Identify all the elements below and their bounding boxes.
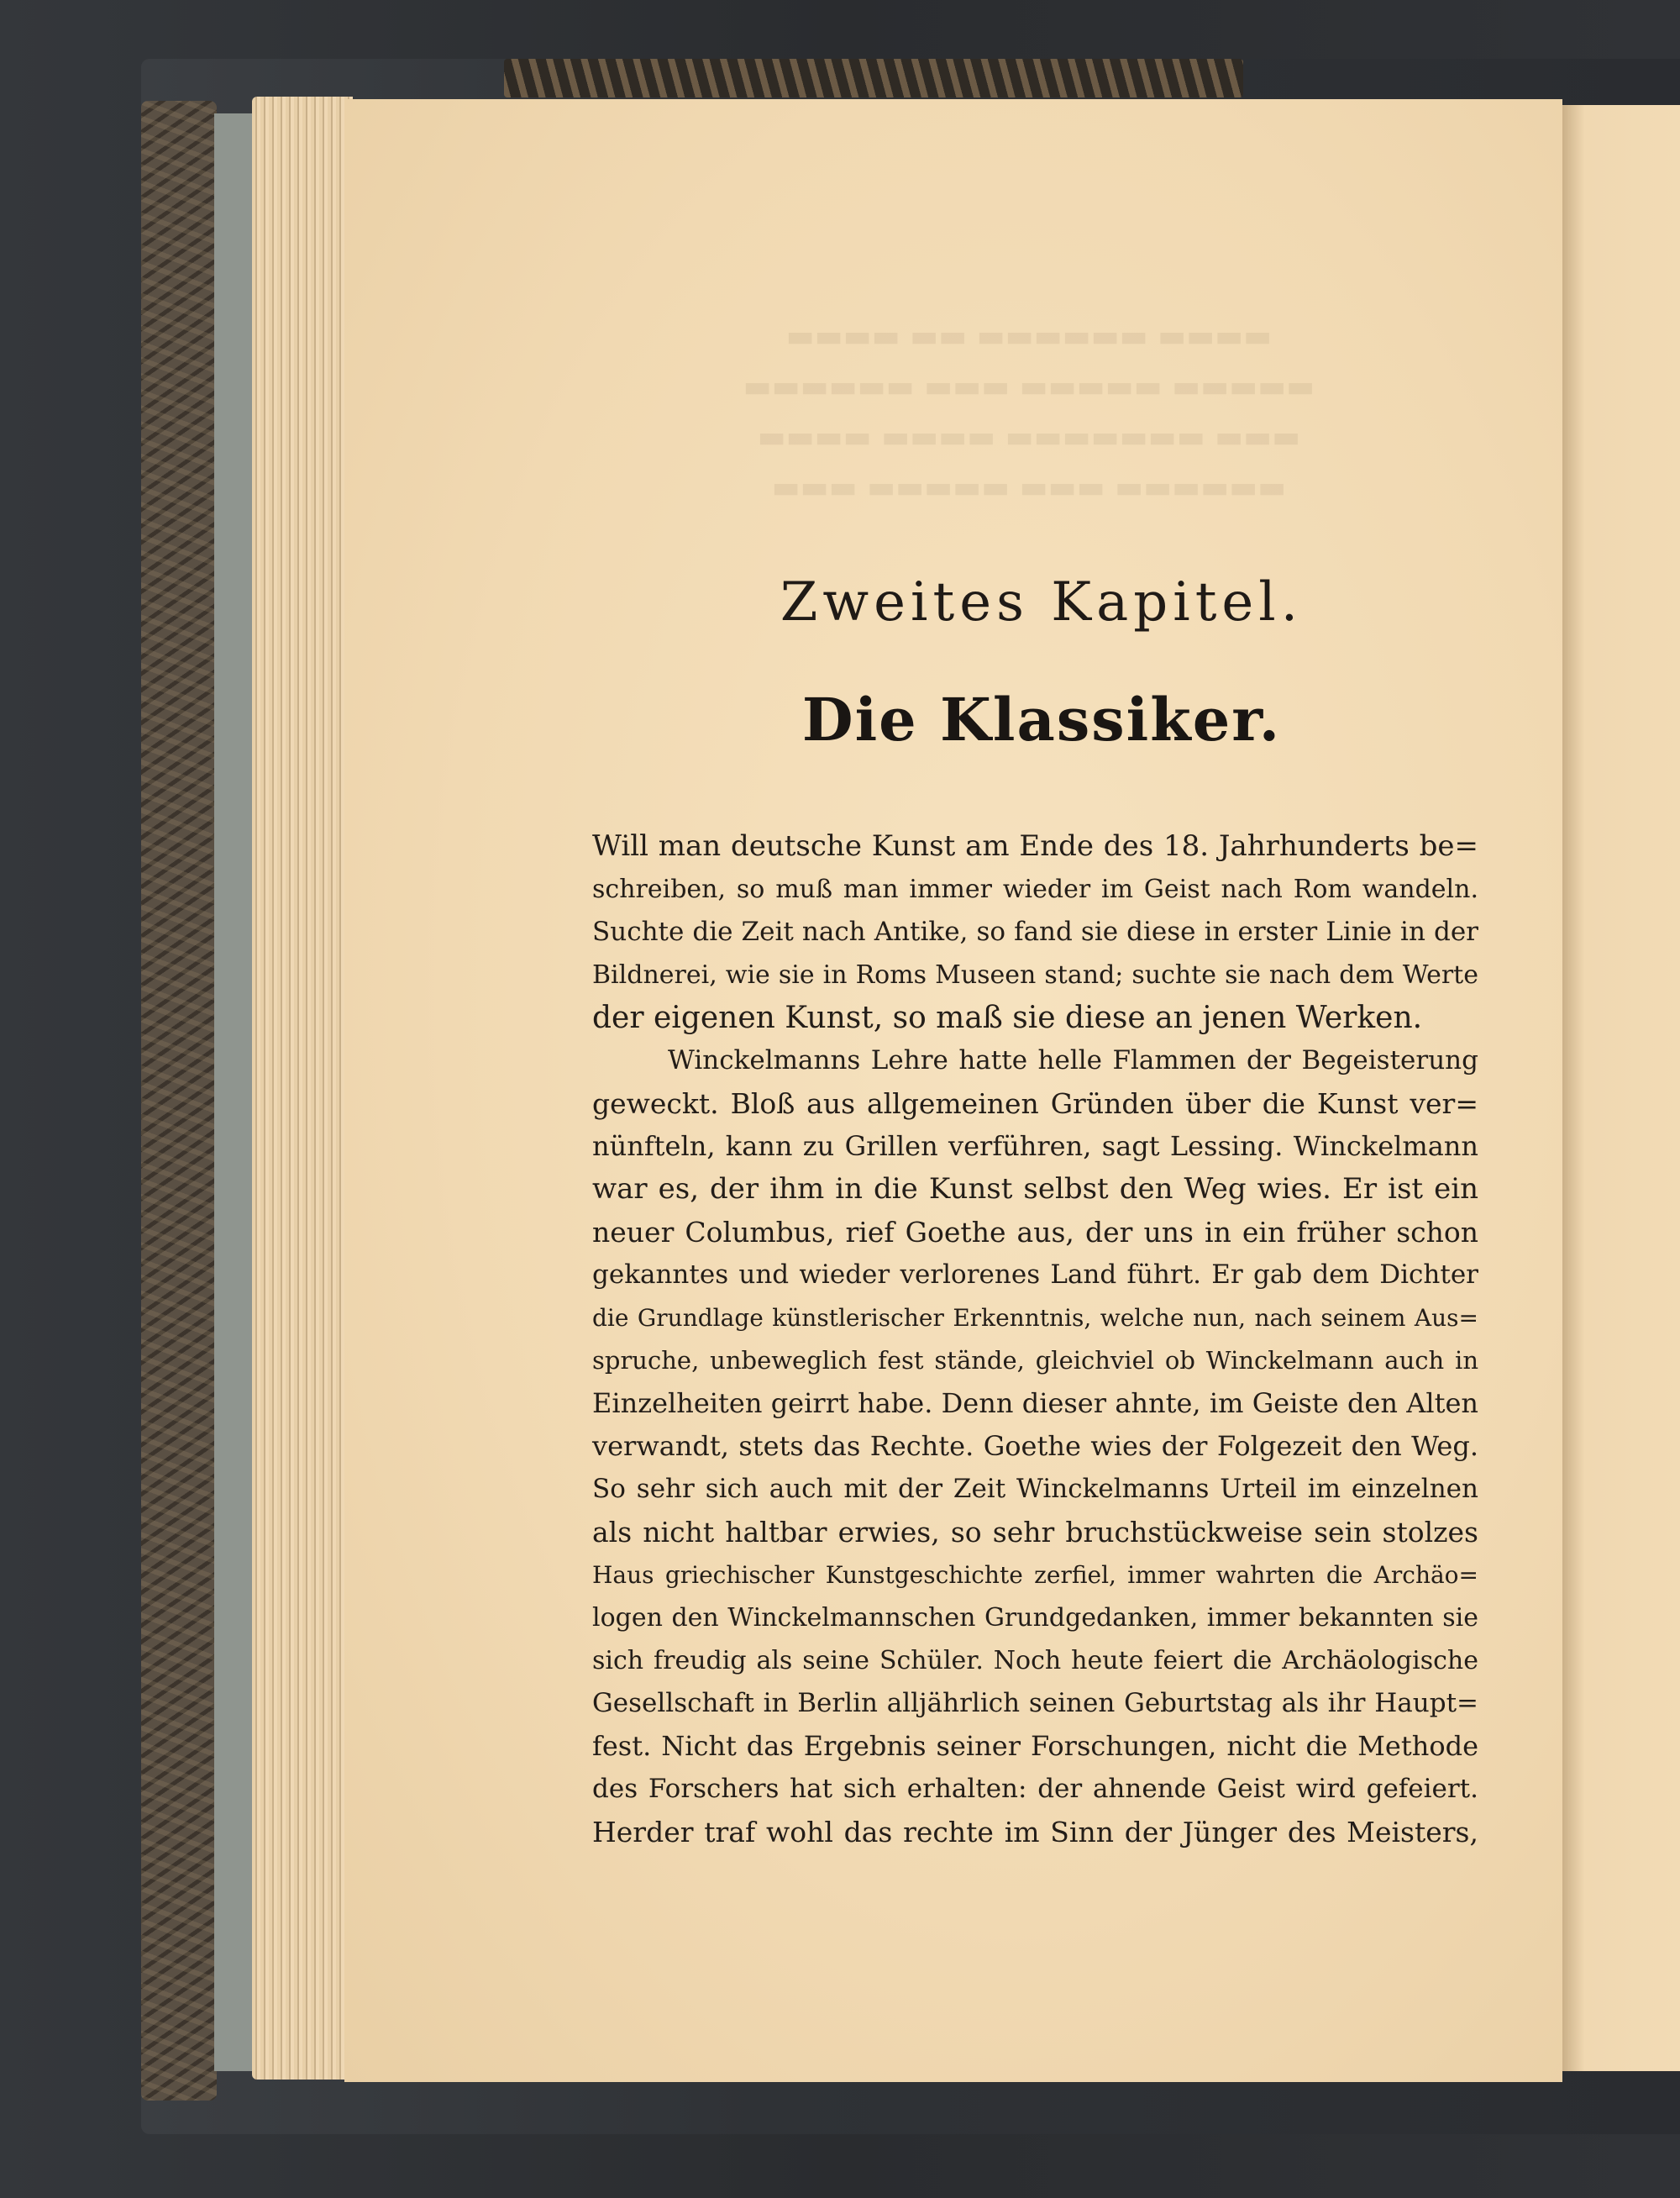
section-title: Die Klassiker. [801,685,1282,755]
body-text [592,825,1478,1854]
text-line: Gesellschaft in Berlin alljährlich seinen Geburtstag als ihr Haupt= [592,1688,1478,1718]
text-line: schreiben, so muß man immer wieder im Geist nach Rom wandeln. [592,875,1478,904]
bleed-through-line: ▬▬▬ ▬▬▬▬▬▬▬ ▬▬▬▬ ▬▬▬▬ [757,420,1301,455]
text-line: verwandt, stets das Rechte. Goethe wies der Folgezeit den Weg. [592,1430,1478,1462]
bleed-through-line: ▬▬▬▬ ▬▬▬▬▬▬ ▬▬ ▬▬▬▬ [785,319,1273,354]
text-line: Bildnerei, wie sie in Roms Museen stand; suchte sie nach dem Werte [592,960,1478,990]
text-line: Will man deutsche Kunst am Ende des 18. Jahrhunderts be= [592,829,1478,863]
text-line: als nicht haltbar erwies, so sehr bruchstückweise sein stolzes [592,1516,1478,1549]
chapter-heading: Zweites Kapitel. [780,571,1304,634]
text-line: geweckt. Bloß aus allgemeinen Gründen über die Kunst ver= [592,1087,1478,1120]
text-line: So sehr sich auch mit der Zeit Winckelmanns Urteil im einzelnen [592,1474,1478,1504]
text-line: war es, der ihm in die Kunst selbst den Weg wies. Er ist ein [592,1172,1478,1206]
text-line: sich freudig als seine Schüler. Noch heute feiert die Archäologische [592,1646,1478,1675]
text-line: Haus griechischer Kunstgeschichte zerfiel, immer wahrten die Archäo= [592,1561,1478,1589]
text-line: Herder traf wohl das rechte im Sinn der Jünger des Meisters, [592,1816,1478,1848]
bleed-through-line: ▬▬▬▬▬▬ ▬▬▬ ▬▬▬▬▬ ▬▬▬ [771,471,1287,505]
facing-page-edge [1561,105,1680,2071]
text-line: gekanntes und wieder verlorenes Land führt. Er gab dem Dichter [592,1259,1478,1290]
text-line: der eigenen Kunst, so maß sie diese an jenen Werken. [592,1001,1423,1035]
cover-top-edge [504,59,1243,97]
text-line: des Forschers hat sich erhalten: der ahnende Geist wird gefeiert. [592,1774,1478,1804]
text-line: Suchte die Zeit nach Antike, so fand sie diese in erster Linie in der [592,917,1478,947]
text-line: Winckelmanns Lehre hatte helle Flammen der Begeisterung [668,1045,1478,1075]
text-line: Einzelheiten geirrt habe. Denn dieser ahnte, im Geiste den Alten [592,1387,1478,1419]
endpaper-edge [214,113,256,2071]
page-stack-edges [252,97,353,2080]
text-line: spruche, unbeweglich fest stände, gleichviel ob Winckelmann auch in [592,1346,1478,1375]
text-line: die Grundlage künstlerischer Erkenntnis, welche nun, nach seinem Aus= [592,1304,1478,1332]
text-line: logen den Winckelmannschen Grundgedanken, immer bekannten sie [592,1603,1478,1633]
bleed-through-line: ▬▬▬▬▬ ▬▬▬▬▬ ▬▬▬ ▬▬▬▬▬▬ [743,370,1315,404]
cover-marbled-edge [141,101,217,2101]
text-line: nünfteln, kann zu Grillen verführen, sagt Lessing. Winckelmann [592,1130,1478,1162]
text-line: neuer Columbus, rief Goethe aus, der uns in ein früher schon [592,1216,1478,1249]
text-line: fest. Nicht das Ergebnis seiner Forschungen, nicht die Methode [592,1730,1478,1762]
